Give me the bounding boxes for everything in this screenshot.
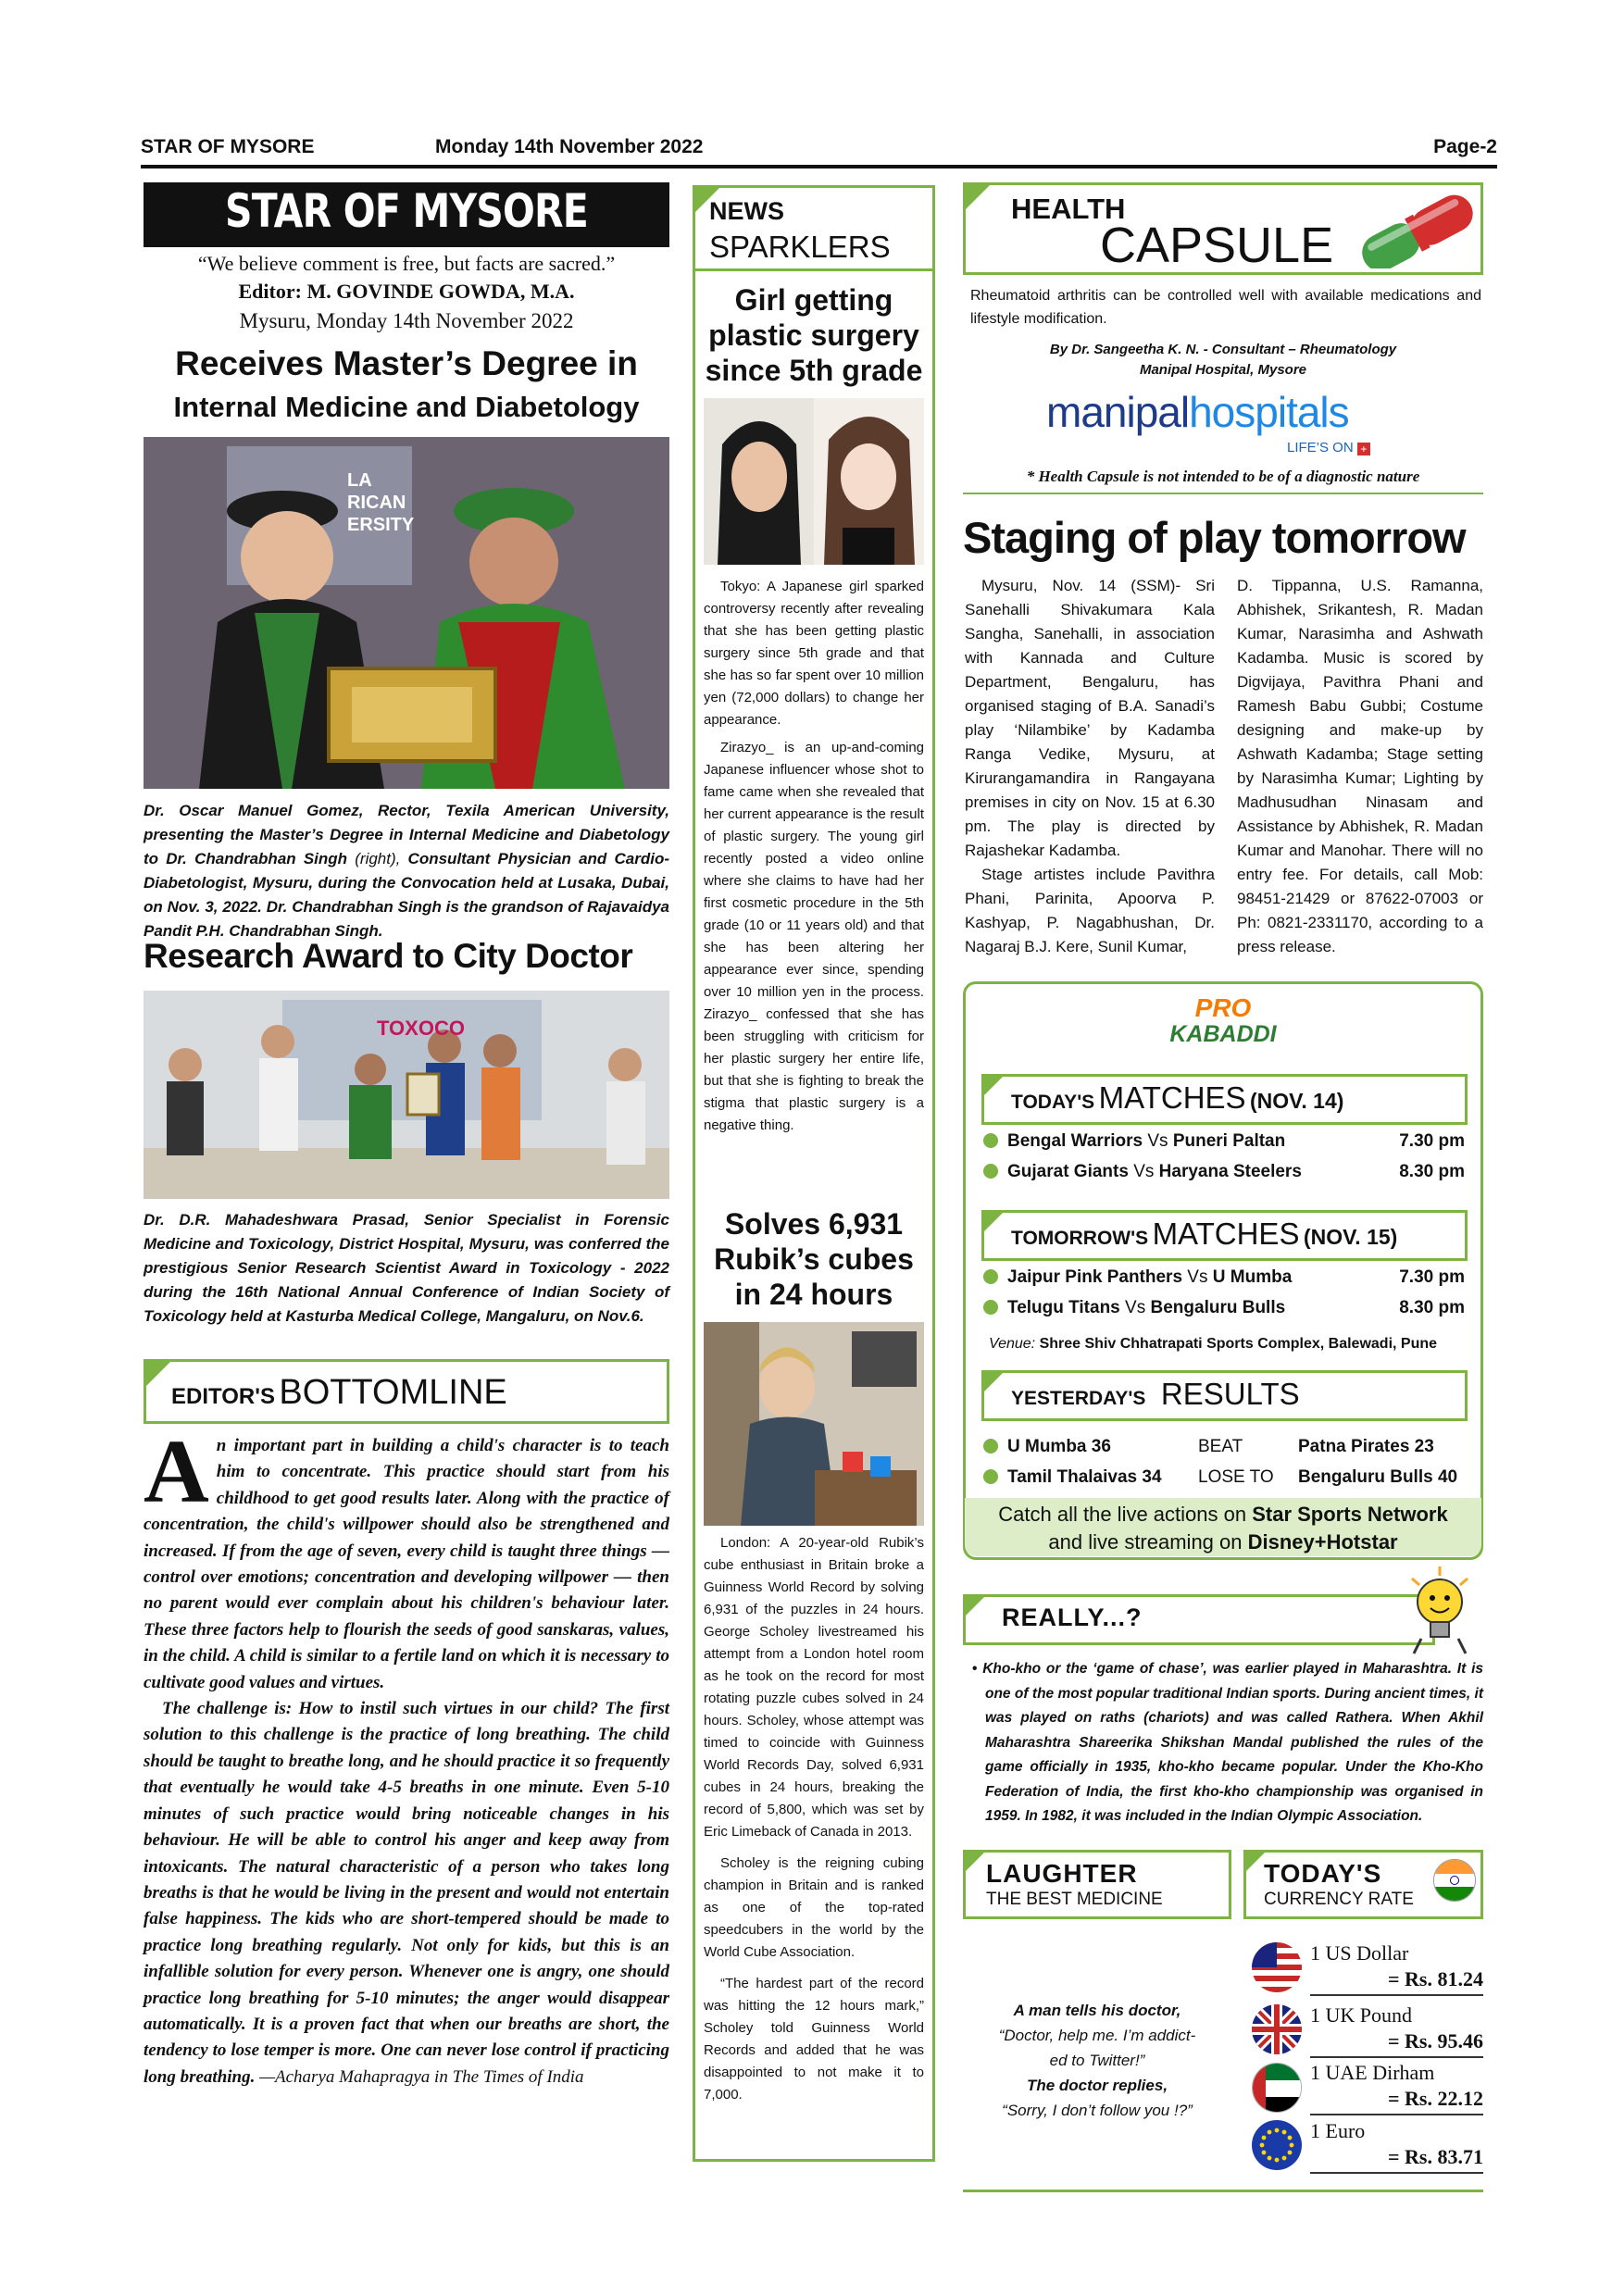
tomorrow-match-2 <box>983 1298 1465 1318</box>
footer-line1 <box>965 1501 1481 1529</box>
story1-caption-part1: Dr. Oscar Manuel Gomez, Rector, Texila American University, presenting the Master’s Degree in Internal Medicine and Diabetology to Dr. Chandrabhan Singh <box>144 802 669 867</box>
manipal-logo-b: hospitals <box>1189 388 1349 436</box>
team2: Haryana Steelers <box>1158 1162 1302 1181</box>
staging-headline: Staging of play tomorrow <box>963 513 1466 562</box>
match-time: 8.30 pm <box>1399 1298 1465 1317</box>
today-match-1 <box>983 1131 1465 1152</box>
vs: Vs <box>1147 1131 1168 1151</box>
tomorrow-label-small: TOMORROW'S <box>1011 1228 1149 1249</box>
masthead-dateline: Mysuru, Monday 14th November 2022 <box>239 309 574 332</box>
rate-rule <box>1310 2056 1483 2058</box>
really-text <box>965 1657 1483 1829</box>
editors-paragraph2-wrap <box>144 1696 669 2090</box>
india-flag-icon <box>1433 1859 1476 1902</box>
sparkler2-headline: Solves 6,931 Rubik’s cubes in 24 hours <box>714 1207 914 1311</box>
currency-label-top: TODAY'S <box>1264 1859 1382 1888</box>
rate-name: 1 UAE Dirham <box>1310 2061 1435 2084</box>
header-date: Monday 14th November 2022 <box>435 136 704 157</box>
sparkler2-p1: London: A 20-year-old Rubik’s cube enthusiast in Britain broke a Guinness World Record by solving 6,931 of the puzzles in 24 hours. George Scholey livestreamed his attempt from a London hotel room as he took on the record for most rotating puzzle cubes solved in 24 hours. Scholey, whose attempt was timed to coincide with Guinness World Records Day, solved 6,931 cubes in 24 hours, breaking the record of 5,800, which was set by Eric Limeback of Canada in 2013. <box>704 1535 924 1840</box>
footer-text-a: Catch all the live actions on <box>998 1503 1253 1526</box>
health-byline1: By Dr. Sangeetha K. N. - Consultant – Rheumatology <box>1049 342 1397 357</box>
sparkler2-p3: “The hardest part of the record was hitting the 12 hours mark,” Scholey told Guinness World Records and added that he was disappointed to not make it to 7,000. <box>704 1976 924 2103</box>
venue-name: Shree Shiv Chhatrapati Sports Complex, Balewadi, Pune <box>1039 1336 1438 1352</box>
rate-rule <box>1310 2114 1483 2115</box>
result-team2: Bengaluru Bulls 40 <box>1298 1467 1458 1487</box>
sparkler2-p2: Scholey is the reigning cubing champion in Britain and is ranked as one of the top-rated speedcubers in the world by the World Cube Association. <box>704 1855 924 1960</box>
kabaddi-logo-bottom: KABADDI <box>1169 1021 1277 1047</box>
manipal-logo <box>1046 387 1349 437</box>
rate-rule <box>1310 1994 1483 1996</box>
medical-cross-icon: + <box>1357 443 1370 455</box>
news-label-top: NEWS <box>709 197 784 225</box>
tomorrow-matches-corner <box>984 1213 1003 1231</box>
result-verb: BEAT <box>1198 1437 1243 1456</box>
tomorrow-label-date: (NOV. 15) <box>1303 1225 1398 1249</box>
joke-line3: ed to Twitter!” <box>1049 2052 1145 2069</box>
result-team2: Patna Pirates 23 <box>1298 1437 1434 1456</box>
vs: Vs <box>1133 1162 1155 1181</box>
joke-line5: “Sorry, I don’t follow you !?” <box>1002 2102 1193 2119</box>
joke-line1: A man tells his doctor, <box>1013 2002 1181 2019</box>
story2-photo <box>144 991 669 1199</box>
yesterday-label-small: YESTERDAY'S <box>1011 1388 1146 1409</box>
sparkler2-body <box>704 1532 924 2106</box>
bullet-icon <box>983 1469 998 1484</box>
laughter-corner <box>966 1853 984 1871</box>
team2: Bengaluru Bulls <box>1150 1298 1286 1317</box>
match-time: 8.30 pm <box>1399 1162 1465 1181</box>
news-label-rule <box>693 268 935 271</box>
manipal-tagline-text: LIFE’S ON <box>1287 440 1354 455</box>
sparkler1-p1: Tokyo: A Japanese girl sparked controversy recently after revealing that she has been getting plastic surgery since 5th grade and that she has so far spent over 10 million yen (72,000 dollars) to change her appearance. <box>704 579 924 728</box>
vs: Vs <box>1125 1298 1146 1317</box>
story1-headline-line1: Receives Master’s Degree in <box>175 344 638 382</box>
today-matches-label <box>1011 1080 1343 1116</box>
footer-streaming: Disney+Hotstar <box>1247 1530 1398 1554</box>
story1-caption <box>144 799 669 943</box>
health-rule <box>963 493 1483 494</box>
sparkler1-photo <box>704 398 924 565</box>
currency-corner <box>1246 1853 1265 1871</box>
result-1 <box>983 1437 1465 1457</box>
story1-caption-part2: Consultant Physician and Cardio-Diabetologist, Mysuru, during the Convocation held at Lusaka, Dubai, on Nov. 3, 2022. Dr. Chandrabhan Singh is the grandson of Rajavaidya Pandit P.H. Chandrabhan Singh. <box>144 850 669 940</box>
lightbulb-icon <box>1403 1565 1477 1657</box>
yesterday-label-big: RESULTS <box>1160 1377 1300 1411</box>
cube-solver-illustration <box>704 1322 924 1526</box>
team2: U Mumba <box>1212 1267 1293 1287</box>
team1: Jaipur Pink Panthers <box>1007 1267 1183 1287</box>
bullet-icon <box>983 1133 998 1148</box>
yesterday-results-corner <box>984 1373 1003 1391</box>
kabaddi-logo <box>1144 995 1302 1047</box>
really-label: REALLY...? <box>1002 1603 1143 1631</box>
footer-network: Star Sports Network <box>1252 1503 1448 1526</box>
health-text: Rheumatoid arthritis can be controlled well with available medications and lifestyle modification. <box>970 288 1481 327</box>
editors-bottomline-corner <box>146 1362 170 1386</box>
us-flag-icon <box>1252 1942 1302 1992</box>
editors-bottomline-label <box>171 1373 507 1413</box>
header-page-number: Page-2 <box>1433 136 1497 157</box>
health-label-bottom: CAPSULE <box>1100 218 1334 273</box>
team1: Telugu Titans <box>1007 1298 1120 1317</box>
joke-line4: The doctor replies, <box>1026 2077 1168 2094</box>
result-verb: LOSE TO <box>1198 1467 1274 1487</box>
story2-headline: Research Award to City Doctor <box>144 937 633 975</box>
team1: Bengal Warriors <box>1007 1131 1143 1151</box>
pill-icon <box>1347 194 1486 268</box>
result-team1: Tamil Thalaivas 34 <box>1007 1467 1162 1487</box>
manipal-tagline <box>1287 440 1370 455</box>
today-matches-corner <box>984 1077 1003 1095</box>
editors-bottomline-text <box>144 1422 669 2090</box>
editors-paragraph1: n important part in building a child's character is to teach him to concentrate. This practice should start from his childhood to get good results later. Along with the practice of concentration, the child's willpower should also be strengthened and increased. If from the age of seven, every child is taught three things — control over emotions; concentration and developing willpower — then no parent would ever complain about his children's behaviour later. These three factors help to flourish the seeds of good sanskaras, values, in the child. A child is similar to a fertile land on which it is necessary to cultivate good values and virtues. <box>144 1436 669 1692</box>
masthead-editor: Editor: M. GOVINDE GOWDA, M.A. <box>238 280 575 303</box>
really-corner <box>966 1597 984 1616</box>
staging-col1-p2: Stage artistes include Pavithra Phani, Parinita, Apoorva P. Kashyap, P. Nagabhushan, Dr. Nagaraj B.J. Kere, Sunil Kumar, <box>965 866 1215 955</box>
rate-value: = Rs. 95.46 <box>1388 2029 1483 2053</box>
laughter-joke <box>963 1998 1231 2123</box>
yesterday-results-label <box>1011 1377 1300 1412</box>
bullet-icon <box>983 1164 998 1179</box>
uk-flag-icon <box>1252 2004 1302 2054</box>
sparkler2-photo <box>704 1322 924 1526</box>
editors-label-big: BOTTOMLINE <box>279 1373 507 1412</box>
uae-flag-icon <box>1252 2063 1302 2113</box>
masthead-title: STAR OF MYSORE <box>224 184 588 238</box>
match-time: 7.30 pm <box>1399 1267 1465 1287</box>
laughter-label-bottom: THE BEST MEDICINE <box>986 1890 1163 1909</box>
story1-caption-right: (right), <box>355 850 401 867</box>
rate-name: 1 Euro <box>1310 2119 1366 2142</box>
today-label-date: (NOV. 14) <box>1250 1089 1344 1113</box>
masthead-motto: “We believe comment is free, but facts are sacred.” <box>197 252 616 275</box>
bullet-icon: • <box>972 1661 983 1677</box>
team2: Puneri Paltan <box>1172 1131 1286 1151</box>
story1-headline-line2: Internal Medicine and Diabetology <box>173 391 640 423</box>
result-2 <box>983 1467 1465 1488</box>
rate-name: 1 US Dollar <box>1310 1941 1409 1965</box>
today-label-small: TODAY'S <box>1011 1092 1095 1113</box>
kabaddi-venue <box>989 1336 1437 1353</box>
tomorrow-label-big: MATCHES <box>1152 1217 1300 1251</box>
tomorrow-match-1 <box>983 1267 1465 1288</box>
tomorrow-matches-label <box>1011 1217 1397 1252</box>
joke-line2: “Doctor, help me. I’m addict- <box>998 2027 1196 2044</box>
health-capsule-corner <box>966 185 990 209</box>
story1-photo-banner-text: LA RICAN ERSITY <box>347 470 415 535</box>
staging-col1-p1: Mysuru, Nov. 14 (SSM)- Sri Sanehalli Shivakumara Kala Sangha, Sanehalli, in association with Kannada and Culture Department, Bengaluru, has organised staging of B.A. Sanadi’s play ‘Nilambike’ by Kadamba Ranga Vedike, Mysuru, at Kirurangamandira in Rangayana premises in city on Nov. 15 at 6.30 pm. The play is directed by Rajashekar Kadamba. <box>965 577 1215 859</box>
bullet-icon <box>983 1300 998 1315</box>
story2-photo-banner-text: TOXOCO <box>377 1017 465 1040</box>
health-byline2: Manipal Hospital, Mysore <box>1139 362 1307 378</box>
staging-col2: D. Tippanna, U.S. Ramanna, Abhishek, Srikantesh, R. Madan Kumar, Narasimha and Ashwath Kadamba. Music is scored by Digvijaya, Pavithra Phani and Ramesh Babu Gubbi; Costume designing and make-up by Ashwath Kadamba; Stage setting by Narasimha Kumar; Lighting by Madhusudhan Ninasam and Assistance by Abhishek, R. Madan Kumar and Manohar. There will no entry fee. For details, call Mob: 98451-21429 or 87622-07003 or Ph: 0821-2331170, according to a press release. <box>1237 577 1483 955</box>
eu-flag-icon <box>1252 2120 1302 2170</box>
rate-value: = Rs. 83.71 <box>1388 2145 1483 2168</box>
kabaddi-footer <box>965 1498 1481 1556</box>
sparkler1-p2: Zirazyo_ is an up-and-coming Japanese influencer whose shot to fame came when she revealed that her current appearance is the result of plastic surgery. The young girl recently posted a video online where she claims to have had her first cosmetic procedure in the 5th grade (10 or 11 years old) and that she has been altering her appearance ever since, spending over 10 million yen in the process. Zirazyo_ confessed that she has been struggling with criticism for her plastic surgery her entire life, but that she is fighting to break the stigma that plastic surgery is a negative thing. <box>704 740 924 1133</box>
match-time: 7.30 pm <box>1399 1131 1465 1151</box>
rate-rule <box>1310 2172 1483 2174</box>
sparkler1-headline: Girl getting plastic surgery since 5th grade <box>705 283 923 387</box>
bottom-rule <box>963 2190 1483 2192</box>
venue-label: Venue: <box>989 1336 1036 1352</box>
today-label-big: MATCHES <box>1098 1080 1246 1115</box>
vs: Vs <box>1187 1267 1208 1287</box>
today-match-2 <box>983 1162 1465 1182</box>
bullet-icon <box>983 1439 998 1454</box>
drop-cap: A <box>144 1422 209 1522</box>
footer-text-c: and live streaming on <box>1048 1530 1248 1554</box>
laughter-label-top: LAUGHTER <box>986 1859 1138 1888</box>
kabaddi-logo-top: PRO <box>1194 993 1252 1022</box>
girl-portraits-illustration <box>704 398 924 565</box>
sparkler1-body <box>704 576 924 1137</box>
currency-label-bottom: CURRENCY RATE <box>1264 1890 1414 1909</box>
editors-label-small: EDITOR'S <box>171 1384 275 1409</box>
really-body: Kho-kho or the ‘game of chase’, was earlier played in Maharashtra. It is one of the most popular traditional Indian sports. During ancient times, it was played on raths (chariots) and was called Rathera. When Akhil Maharashtra Shareerika Shikshan Mandal published the rules of the game officially in 1935, kho-kho became popular. Under the Kho-Kho Federation of India, the first kho-kho championship was organised in 1959. In 1982, it was included in the Indian Olympic Association. <box>982 1661 1484 1824</box>
staging-col1 <box>965 574 1215 959</box>
header-paper-name: STAR OF MYSORE <box>141 136 315 157</box>
story2-caption: Dr. D.R. Mahadeshwara Prasad, Senior Specialist in Forensic Medicine and Toxicology, District Hospital, Mysuru, was conferred the prestigious Senior Research Scientist Award in Toxicology - 2022 during the 16th National Annual Conference of Indian Society of Toxicology held at Kasturba Medical College, Mangaluru, on Nov.6. <box>144 1211 669 1325</box>
editors-paragraph2: The challenge is: How to instil such virtues in our child? The first solution to this challenge is the practice of long breathing. The child should be taught to breathe long, and he should practice it so frequently that eventually he would take 4-5 breaths in one minute. Even 5-10 minutes of such practice would bring noticeable changes in his behaviour. He will be able to control his anger and keep away from intoxicants. The natural characteristic of a person who takes long breaths is that he would be living in the present and would not entertain false happiness. The kids who are short-tempered should be made to practice long breathing regularly. Not only for kids, but this is an infallible solution for every person. Whenever one is angry, one should practice long breathing for 5-10 minutes; the anger would disappear automatically. It is a proven fact that when our breaths are short, the tendency to lose temper is more. One can never lose control if practicing long breathing. <box>144 1699 669 2087</box>
team1: Gujarat Giants <box>1007 1162 1129 1181</box>
rate-value: = Rs. 22.12 <box>1388 2087 1483 2110</box>
editors-credit: —Acharya Mahapragya in The Times of India <box>255 2066 584 2087</box>
story1-photo <box>144 437 669 789</box>
bullet-icon <box>983 1269 998 1284</box>
news-label-bottom: SPARKLERS <box>709 230 891 264</box>
health-label-top: HEALTH <box>1011 193 1126 225</box>
result-team1: U Mumba 36 <box>1007 1437 1111 1456</box>
rate-value: = Rs. 81.24 <box>1388 1967 1483 1990</box>
health-disclaimer: * Health Capsule is not intended to be of a diagnostic nature <box>1026 468 1420 485</box>
footer-line2 <box>965 1529 1481 1556</box>
manipal-logo-a: manipal <box>1046 388 1190 436</box>
header-rule <box>141 165 1497 168</box>
rate-name: 1 UK Pound <box>1310 2003 1413 2027</box>
